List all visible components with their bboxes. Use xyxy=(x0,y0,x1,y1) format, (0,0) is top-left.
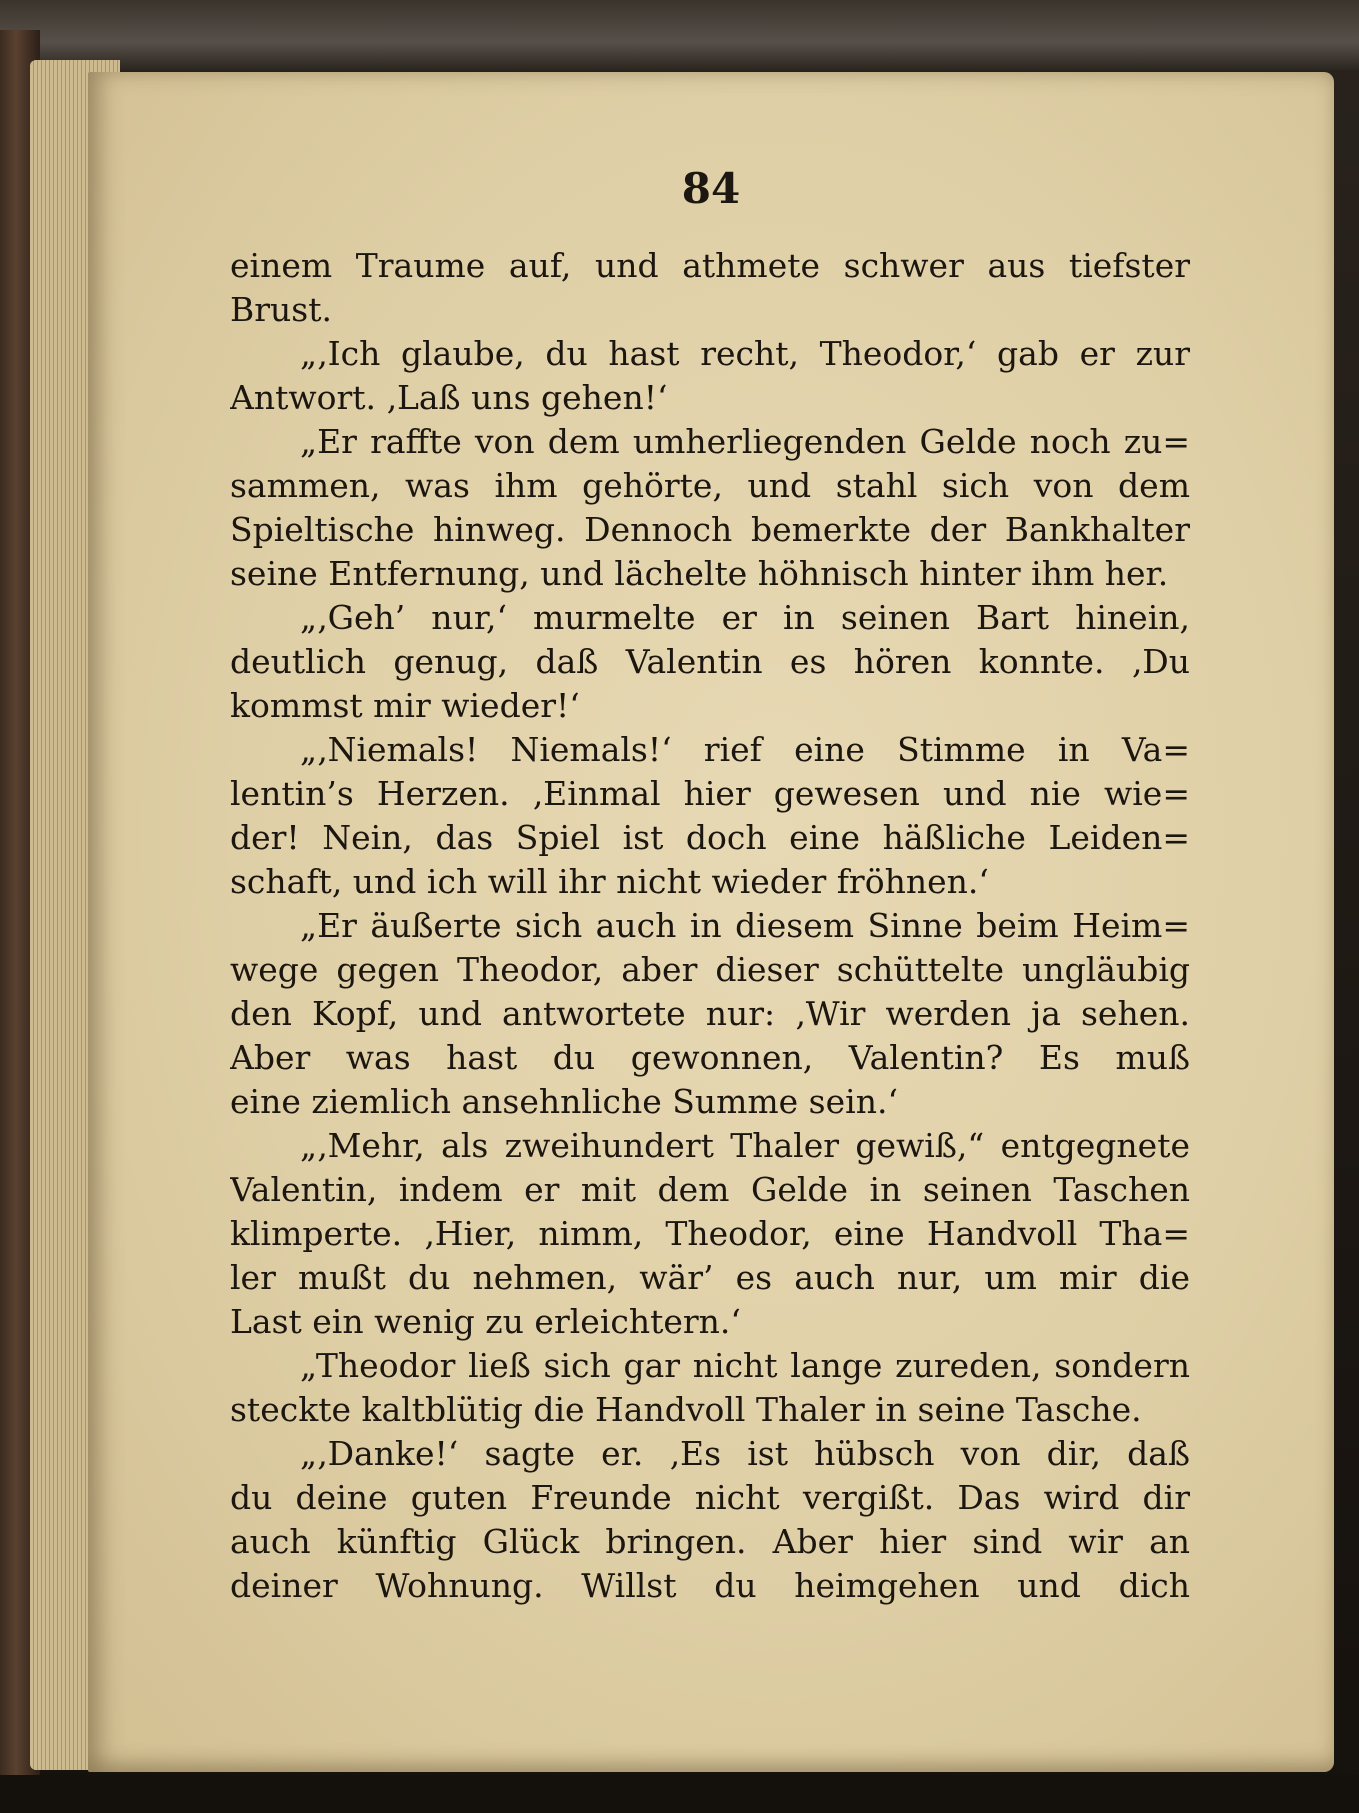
text-line: deutlich genug, daß Valentin es hören konnte. ‚Du xyxy=(230,642,1190,681)
text-line: klimperte. ‚Hier, nimm, Theodor, eine Handvoll Tha= xyxy=(230,1214,1190,1253)
text-line: „‚Geh’ nur,‘ murmelte er in seinen Bart hinein, xyxy=(300,598,1190,637)
text-line: „‚Danke!‘ sagte er. ‚Es ist hübsch von dir, daß xyxy=(300,1434,1190,1473)
book-page xyxy=(88,72,1334,1772)
text-line: du deine guten Freunde nicht vergißt. Das wird dir xyxy=(230,1478,1190,1517)
text-line: lentin’s Herzen. ‚Einmal hier gewesen und nie wie= xyxy=(230,774,1190,813)
text-line: „‚Ich glaube, du hast recht, Theodor,‘ gab er zur xyxy=(300,334,1190,373)
text-line: „‚Mehr, als zweihundert Thaler gewiß,“ entgegnete xyxy=(300,1126,1190,1165)
text-line: Valentin, indem er mit dem Gelde in seinen Taschen xyxy=(230,1170,1190,1209)
text-line: „Er äußerte sich auch in diesem Sinne beim Heim= xyxy=(300,906,1190,945)
page-number: 84 xyxy=(681,164,741,213)
text-line: Antwort. ‚Laß uns gehen!‘ xyxy=(230,378,668,417)
bottom-shadow-band xyxy=(0,1775,1359,1813)
text-line: deiner Wohnung. Willst du heimgehen und dich xyxy=(230,1566,1190,1605)
text-line: einem Traume auf, und athmete schwer aus tiefster xyxy=(230,246,1190,285)
text-line: seine Entfernung, und lächelte höhnisch hinter ihm her. xyxy=(230,554,1169,593)
text-line: den Kopf, und antwortete nur: ‚Wir werden ja sehen. xyxy=(230,994,1190,1033)
text-line: Aber was hast du gewonnen, Valentin? Es muß xyxy=(230,1038,1190,1077)
text-line: Brust. xyxy=(230,290,332,329)
text-line: sammen, was ihm gehörte, und stahl sich von dem xyxy=(230,466,1190,505)
text-line: Last ein wenig zu erleichtern.‘ xyxy=(230,1302,741,1341)
text-line: Spieltische hinweg. Dennoch bemerkte der Bankhalter xyxy=(230,510,1190,549)
page-text-body xyxy=(230,244,1190,1608)
text-line: auch künftig Glück bringen. Aber hier sind wir an xyxy=(230,1522,1190,1561)
top-shadow-band xyxy=(0,0,1359,70)
text-line: wege gegen Theodor, aber dieser schüttelte ungläubig xyxy=(230,950,1190,989)
text-line: eine ziemlich ansehnliche Summe sein.‘ xyxy=(230,1082,898,1121)
text-line: ler mußt du nehmen, wär’ es auch nur, um mir die xyxy=(230,1258,1190,1297)
text-line: schaft, und ich will ihr nicht wieder fröhnen.‘ xyxy=(230,862,989,901)
text-line: steckte kaltblütig die Handvoll Thaler in seine Tasche. xyxy=(230,1390,1142,1429)
text-line: „Er raffte von dem umherliegenden Gelde noch zu= xyxy=(300,422,1190,461)
text-line: „Theodor ließ sich gar nicht lange zureden, sondern xyxy=(300,1346,1190,1385)
text-line: kommst mir wieder!‘ xyxy=(230,686,580,725)
text-line: „‚Niemals! Niemals!‘ rief eine Stimme in Va= xyxy=(300,730,1190,769)
text-line: der! Nein, das Spiel ist doch eine häßliche Leiden= xyxy=(230,818,1190,857)
